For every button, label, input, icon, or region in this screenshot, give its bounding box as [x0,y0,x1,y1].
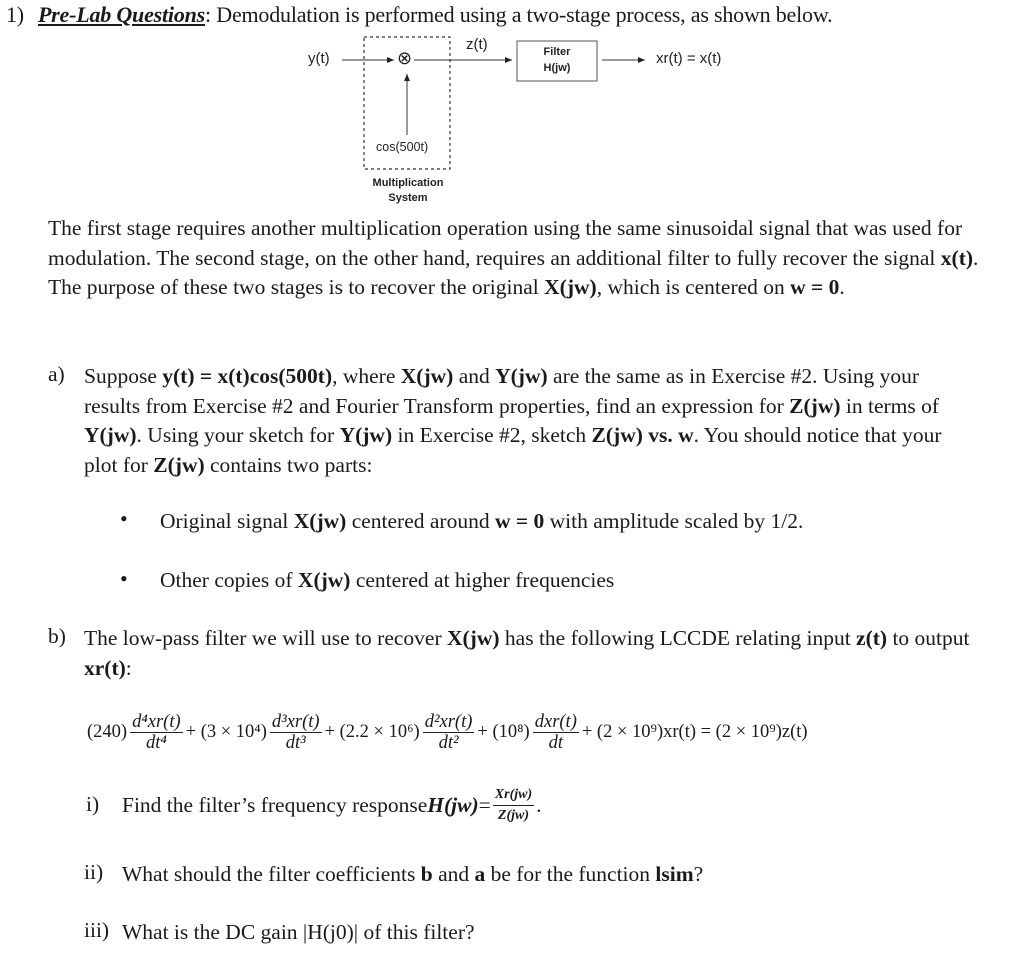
part-a-text [84,362,964,480]
multiplier-icon: ⊗ [397,48,413,68]
sub-ii-text [122,860,1002,890]
a-text: Suppose [84,364,163,388]
coef-a: a [474,862,486,886]
a-text: and [453,364,496,388]
sub-ii-label: ii) [84,860,104,884]
b-text: to output [887,626,970,650]
a-bold: Z(jw) vs. w [591,423,694,447]
numerator: d³xr(t) [271,712,320,732]
lccde-equation [86,712,809,753]
equation-tail: + (2 × 10⁹)xr(t) = (2 × 10⁹)z(t) [581,722,808,742]
question-header [6,2,832,28]
denominator: dt² [438,733,459,753]
ii-text: ? [693,862,704,886]
coef-2: + (2.2 × 10⁶) [324,722,420,742]
intro-text-4: . [839,275,845,299]
bullet-item [160,507,1000,537]
coef-1: + (10⁸) [477,722,530,742]
bullet-bold: X(jw) [293,509,347,533]
bullet-bold: w = 0 [494,509,545,533]
sub-iii-label: iii) [84,918,110,942]
filter-label-line1: Filter [543,46,571,58]
sub-i-text [122,782,542,828]
signal-x-t: x(t) [940,245,974,270]
b-text: The low-pass filter we will use to recover [84,626,447,650]
fraction-d3 [270,712,322,753]
part-a-label: a) [48,362,65,386]
bullet-text: Original signal [160,509,294,533]
coef-4: (240) [87,722,128,742]
h-fraction [493,785,534,826]
b-text: has the following LCCDE relating input [499,626,857,650]
header-text: : Demodulation is performed using a two-stage process, as shown below. [205,2,833,27]
mid-signal-label: z(t) [466,36,488,53]
fraction-d4 [130,712,183,753]
h-jw: H(jw) [427,792,479,817]
fraction-d2 [423,712,475,753]
a-text: . Using your sketch for [136,423,340,447]
bullet-item [160,566,1000,596]
carrier-label: cos(500t) [376,140,429,154]
filter-label-line2: H(jw) [543,62,571,74]
a-bold: Y(jw) [84,423,137,447]
intro-paragraph [48,214,998,303]
numerator: d⁴xr(t) [132,712,181,732]
question-number: 1) [6,2,24,27]
numerator: d²xr(t) [424,712,473,732]
bullet-text: with amplitude scaled by 1/2. [544,509,804,533]
a-bold: Z(jw) [789,393,841,418]
numerator: dxr(t) [534,712,577,732]
sub-i-label: i) [86,792,100,816]
a-text: contains two parts: [204,452,373,477]
lsim-function: lsim [655,862,694,886]
b-bold: X(jw) [447,626,500,650]
equals: = [478,792,491,817]
sub-i-question: Find the filter’s frequency response [122,792,428,817]
part-b-label: b) [48,624,66,648]
a-bold: Y(jw) [495,364,548,388]
a-text: , where [332,364,401,388]
intro-text-3: , which is centered on [596,275,791,299]
w-zero: w = 0 [790,275,840,299]
intro-text-2: . The purpose of these two stages is to recover the original [48,245,979,299]
a-text: in Exercise #2, sketch [392,423,592,447]
denominator: dt³ [285,733,306,753]
numerator: Xr(jw) [493,785,534,806]
sub-iii-text: What is the DC gain |H(j0)| of this filter? [122,920,475,944]
bullet-bold: X(jw) [297,568,351,592]
bullet-icon: • [120,506,128,531]
b-text: : [125,655,132,680]
system-caption-line1: Multiplication [372,177,444,189]
ii-text: and [432,862,475,886]
bullet-text: centered at higher frequencies [350,568,615,592]
a-text: . You should notice that your plot for [84,423,942,477]
ii-text: be for the function [485,862,656,886]
input-label: y(t) [308,50,330,67]
denominator: Z(jw) [497,807,530,823]
a-bold: Y(jw) [339,423,393,447]
a-bold: y(t) = x(t)cos(500t) [162,364,333,388]
ii-text: What should the filter coefficients [122,862,421,886]
b-bold: xr(t) [84,655,126,680]
b-bold: z(t) [856,626,888,650]
a-bold: Z(jw) [153,452,205,477]
bullet-icon: • [120,566,128,591]
intro-text-1: The first stage requires another multiplication operation using the same sinusoidal signal that was used for modulation. The second stage, on the other hand, requires an additional filter to fully recover the signal [48,216,963,270]
fraction-d1 [533,712,579,753]
a-text: in terms of [840,393,940,418]
a-text: are the same as in Exercise #2. Using your results from Exercise #2 and Fourier Transform properties, find an expression for [84,364,920,418]
period: . [536,792,542,817]
denominator: dt [548,733,563,753]
pre-lab-label: Pre-Lab Questions [37,2,206,27]
coef-b: b [420,862,433,886]
part-b-text [84,624,1004,683]
denominator: dt⁴ [145,733,167,753]
output-label: xr(t) = x(t) [656,50,722,67]
signal-X-jw: X(jw) [544,275,597,299]
system-caption-line2: System [388,192,428,204]
coef-3: + (3 × 10⁴) [185,722,267,742]
bullet-text: centered around [346,509,495,533]
demodulation-diagram [290,30,770,210]
a-bold: X(jw) [400,364,454,388]
bullet-text: Other copies of [160,568,298,592]
